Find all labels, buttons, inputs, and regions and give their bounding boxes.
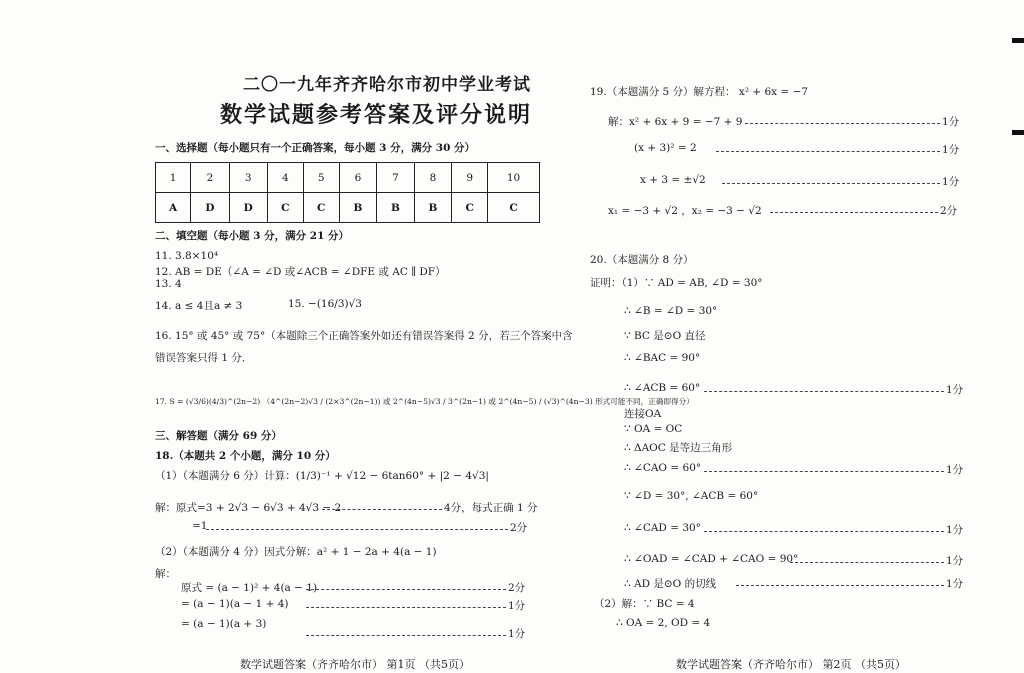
q20-heading: 20.（本题满分 8 分） [590, 254, 694, 266]
q20-line6: ∵ OA = OC [624, 423, 683, 435]
dotted-leader [322, 509, 442, 510]
q20-line4: ∴ ∠ACB = 60° [624, 382, 701, 394]
dotted-leader [306, 635, 506, 636]
q20-line10: ∴ ∠CAD = 30° [624, 522, 701, 534]
q19-step1: 解：x² + 6x + 9 = −7 + 9 [608, 116, 743, 128]
table-cell: 5 [303, 163, 339, 193]
q19-score4: 2分 [940, 205, 958, 217]
dotted-leader [306, 589, 506, 590]
q20-score10: 1分 [946, 524, 964, 536]
q20-score12: 1分 [946, 578, 964, 590]
q18-1-score1: 4分，每式正确 1 分 [444, 502, 538, 514]
q20-line2: ∵ BC 是⊙O 直径 [624, 330, 706, 342]
dotted-leader [206, 529, 508, 530]
table-cell: 1 [156, 163, 191, 193]
dotted-leader [306, 607, 506, 608]
answer-q11: 11. 3.8×10⁴ [155, 250, 219, 262]
q19-prompt: 19.（本题满分 5 分）解方程： x² + 6x = −7 [590, 86, 809, 98]
table-cell: C [488, 193, 540, 223]
table-cell: 6 [339, 163, 377, 193]
q19-step4: x₁ = −3 + √2 ，x₂ = −3 − √2 [608, 205, 762, 217]
table-cell: B [339, 193, 377, 223]
page2-footer: 数学试题答案（齐齐哈尔市） 第2页 （共5页） [676, 658, 906, 671]
q20-line9: ∵ ∠D = 30°, ∠ACB = 60° [624, 490, 759, 502]
table-cell: 7 [377, 163, 415, 193]
section2-heading: 二、填空题（每小题 3 分，满分 21 分） [155, 230, 350, 242]
q18-1-score2: 2分 [510, 522, 528, 534]
answer-q16-line2: 错误答案只得 1 分． [155, 352, 253, 364]
scan-mark [1012, 130, 1024, 135]
dotted-leader [716, 151, 940, 152]
table-cell: 10 [488, 163, 540, 193]
dotted-leader [722, 183, 940, 184]
q18-2-score2: 1分 [508, 600, 526, 612]
answer-q15: 15. −(16/3)√3 [288, 298, 362, 310]
q18-1-prompt: （1）（本题满分 6 分）计算：(1/3)⁻¹ + √12 − 6tan60° + |2 − 4√3| [155, 470, 489, 482]
scan-mark [1012, 38, 1024, 43]
q19-score3: 1分 [942, 176, 960, 188]
table-cell: C [452, 193, 488, 223]
dotted-leader [704, 531, 944, 532]
q18-1-solution-line1: 解：原式=3 + 2√3 − 6√3 + 4√3 − 2 [155, 502, 342, 514]
dotted-leader [770, 212, 938, 213]
table-row [156, 193, 540, 223]
q19-score2: 1分 [942, 144, 960, 156]
dotted-leader [704, 471, 944, 472]
q20-part2-line1: ∴ OA = 2, OD = 4 [616, 617, 711, 629]
q18-2-jie: 解： [155, 568, 176, 580]
table-cell: 2 [191, 163, 229, 193]
table-cell: B [414, 193, 452, 223]
q19-score1: 1分 [942, 116, 960, 128]
table-cell: A [156, 193, 191, 223]
answer-q17: 17. S = (√3/6)(4/3)^(2n−2) （4^(2n−2)√3 / (2×3^(2n−1)) 或 2^(4n−5)√3 / 3^(2n−1) 或 2^(4n−5) / (√3)^(4n−3) 形式可能不同，正确即得分） [155, 397, 694, 406]
q18-2-step2: = (a − 1)(a − 1 + 4) [181, 598, 289, 610]
table-cell: D [191, 193, 229, 223]
table-cell: 9 [452, 163, 488, 193]
answer-q14: 14. a ≤ 4且a ≠ 3 [155, 300, 243, 312]
section1-heading: 一、选择题（每小题只有一个正确答案，每小题 3 分，满分 30 分） [155, 142, 476, 154]
q19-step2: (x + 3)² = 2 [634, 142, 697, 154]
table-cell: D [229, 193, 267, 223]
dotted-leader [790, 562, 944, 563]
q20-proof-start: 证明：（1）∵ AD = AB, ∠D = 30° [590, 277, 763, 289]
title-line-1: 二〇一九年齐齐哈尔市初中学业考试 [243, 75, 531, 95]
answer-q12: 12. AB = DE（∠A = ∠D 或∠ACB = ∠DFE 或 AC ∥ DF） [155, 266, 446, 278]
table-cell: 3 [229, 163, 267, 193]
dotted-leader [745, 123, 940, 124]
q18-heading: 18.（本题共 2 个小题，满分 10 分） [155, 450, 336, 462]
table-cell: C [303, 193, 339, 223]
answer-q13: 13. 4 [155, 278, 182, 290]
table-cell: C [267, 193, 303, 223]
section3-heading: 三、解答题（满分 69 分） [155, 430, 282, 442]
dotted-leader [736, 585, 944, 586]
q20-line7: ∴ ΔAOC 是等边三角形 [624, 442, 733, 454]
q18-1-solution-line2: =1 [192, 520, 208, 532]
q20-score4: 1分 [946, 384, 964, 396]
q20-line11: ∴ ∠OAD = ∠CAD + ∠CAO = 90° [624, 553, 799, 565]
title-line-2: 数学试题参考答案及评分说明 [220, 102, 533, 128]
choice-answer-table [155, 162, 540, 223]
q18-2-score1: 2分 [508, 582, 526, 594]
q18-2-prompt: （2）（本题满分 4 分）因式分解：a² + 1 − 2a + 4(a − 1) [155, 546, 437, 558]
table-cell: B [377, 193, 415, 223]
page1-footer: 数学试题答案（齐齐哈尔市） 第1页 （共5页） [240, 658, 470, 671]
table-cell: 4 [267, 163, 303, 193]
q20-part2: （2）解：∵ BC = 4 [594, 598, 695, 610]
q18-2-step3: = (a − 1)(a + 3) [181, 618, 267, 630]
table-cell: 8 [414, 163, 452, 193]
answer-q16-line1: 16. 15° 或 45° 或 75°（本题除三个正确答案外如还有错误答案得 2 分，若三个答案中含 [155, 330, 573, 342]
q20-line1: ∴ ∠B = ∠D = 30° [624, 305, 718, 317]
q19-step3: x + 3 = ±√2 [640, 174, 706, 186]
q20-score11: 1分 [946, 555, 964, 567]
dotted-leader [704, 391, 944, 392]
q20-line5: 连接OA [624, 408, 662, 420]
q20-line12: ∴ AD 是⊙O 的切线 [624, 578, 717, 590]
q20-line8: ∴ ∠CAO = 60° [624, 462, 702, 474]
q20-line3: ∴ ∠BAC = 90° [624, 352, 701, 364]
q20-score8: 1分 [946, 464, 964, 476]
table-row [156, 163, 540, 193]
q18-2-step1: 原式 = (a − 1)² + 4(a − 1) [181, 582, 318, 594]
q18-2-score3: 1分 [508, 628, 526, 640]
